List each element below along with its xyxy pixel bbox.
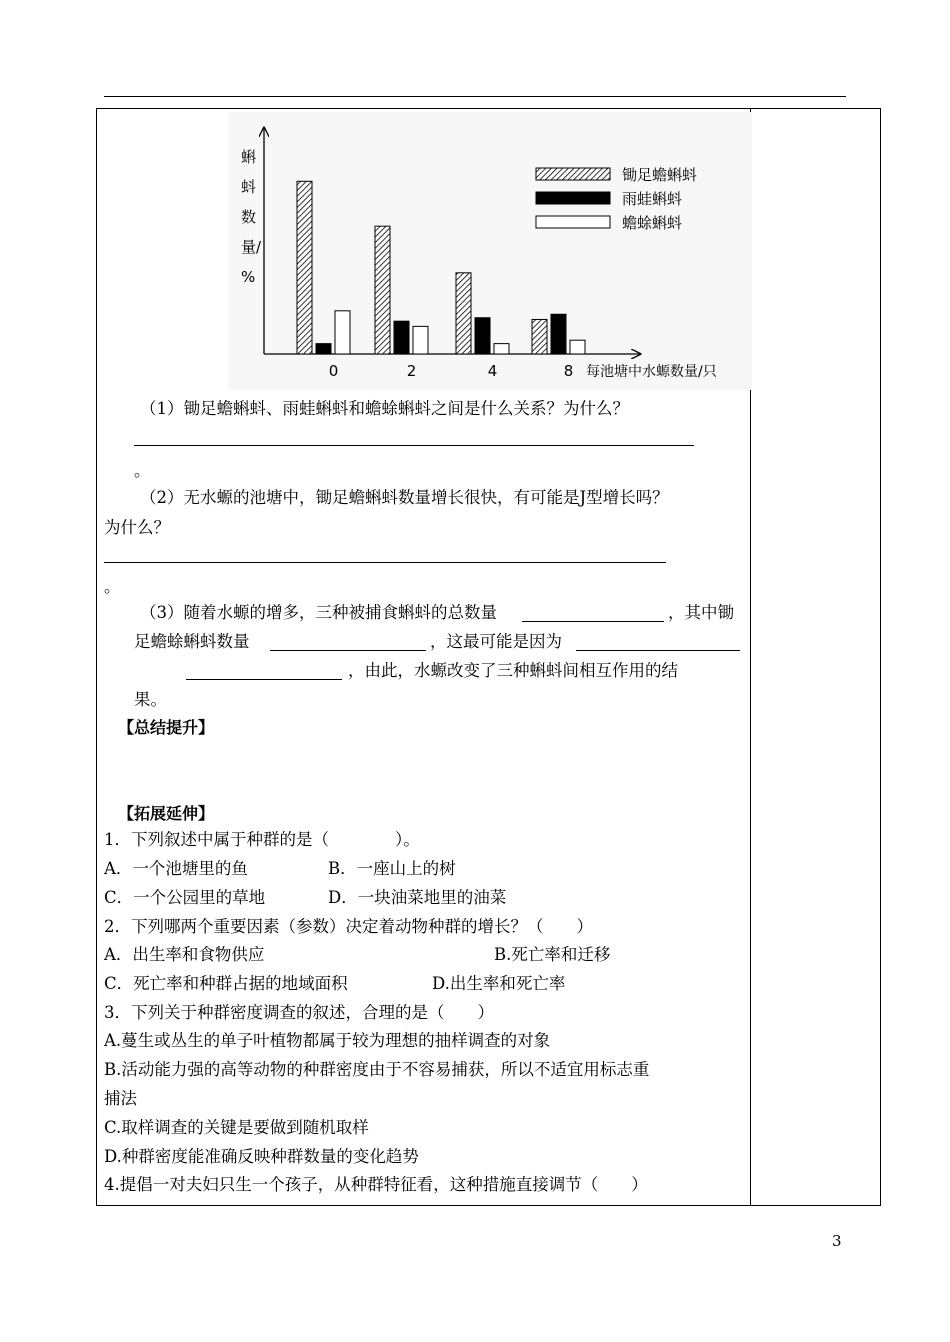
answer-blank-1[interactable] (134, 445, 694, 446)
legend-label-solid: 雨蛙蝌蚪 (622, 190, 683, 208)
y-axis-label-char: 数 (241, 208, 257, 226)
exercise-1-option-a: A．一个池塘里的鱼 (104, 859, 248, 878)
question-3-part-e: ，由此，水螈改变了三种蝌蚪间相互作用的结 (348, 661, 678, 680)
bar-open-4 (494, 344, 509, 354)
answer-blank-3b[interactable] (270, 650, 426, 651)
exercise-1-option-c: C．一个公园里的草地 (104, 888, 266, 907)
question-3-part-c: 足蟾蜍蝌蚪数量 (134, 632, 250, 651)
exercise-3-option-a: A.蔓生或丛生的单子叶植物都属于较为理想的抽样调查的对象 (104, 1031, 551, 1050)
bar-open-8 (570, 340, 585, 354)
x-tick-8: 8 (563, 362, 574, 380)
extension-heading: 【拓展延伸】 (118, 804, 215, 823)
exercise-4: 4.提倡一对夫妇只生一个孩子，从种群特征看，这种措施直接调节（ ） (104, 1175, 648, 1194)
exercise-3-option-b-line-2: 捕法 (104, 1089, 137, 1108)
question-3-part-d: ，这最可能是因为 (430, 632, 562, 651)
page-number: 3 (832, 1232, 842, 1250)
exercise-1-option-d: D．一块油菜地里的油菜 (328, 888, 507, 907)
bar-hatched-2 (375, 226, 390, 354)
exercise-2-option-d: D.出生率和死亡率 (432, 974, 566, 993)
exercise-3-option-d: D.种群密度能准确反映种群数量的变化趋势 (104, 1147, 419, 1166)
y-axis-label-char: % (241, 268, 256, 286)
exercise-2: 2．下列哪两个重要因素（参数）决定着动物种群的增长？（ ） (104, 917, 593, 936)
answer-blank-3a[interactable] (522, 621, 664, 622)
legend-swatch-hatched (536, 168, 610, 180)
question-3-part-a: （3）随着水螈的增多，三种被捕食蝌蚪的总数量 (140, 603, 497, 622)
bar-solid-0 (316, 344, 331, 354)
x-axis-label: 每池塘中水螈数量/只 (586, 364, 717, 380)
bar-solid-2 (394, 321, 409, 354)
exercise-1-option-b: B．一座山上的树 (328, 859, 456, 878)
exercise-2-option-c: C．死亡率和种群占据的地域面积 (104, 974, 348, 993)
answer-blank-3d[interactable] (186, 679, 342, 680)
exercise-2-option-b: B.死亡率和迁移 (494, 945, 611, 964)
y-axis-label-char: 蝌 (241, 148, 257, 166)
question-2-line-2: 为什么？ (104, 518, 170, 537)
exercise-1: 1．下列叙述中属于种群的是（ ）。 (104, 830, 420, 849)
bar-hatched-4 (456, 273, 471, 354)
x-tick-0: 0 (328, 362, 339, 380)
legend-swatch-solid (536, 192, 610, 204)
question-1: （1）锄足蟾蝌蚪、雨蛙蝌蚪和蟾蜍蝌蚪之间是什么关系？为什么？ (140, 399, 629, 418)
question-2-line-1: （2）无水螈的池塘中，锄足蟾蝌蚪数量增长很快，有可能是J型增长吗？ (140, 488, 669, 507)
exercise-3-option-b-line-1: B.活动能力强的高等动物的种群密度由于不容易捕获，所以不适宜用标志重 (104, 1060, 650, 1079)
bar-hatched-8 (532, 319, 547, 354)
legend-label-hatched: 锄足蟾蝌蚪 (622, 166, 698, 184)
x-tick-2: 2 (406, 362, 417, 380)
exercise-3-option-c: C.取样调查的关键是要做到随机取样 (104, 1118, 369, 1137)
question-2-end: 。 (104, 577, 121, 596)
question-1-end: 。 (134, 461, 151, 480)
exercise-2-option-a: A．出生率和食物供应 (104, 945, 265, 964)
answer-blank-2[interactable] (104, 562, 666, 563)
y-axis-label-char: 量/ (241, 238, 262, 256)
y-axis-label-char: 蚪 (241, 178, 257, 196)
question-3-part-b: ，其中锄 (668, 603, 734, 622)
bar-solid-4 (475, 318, 490, 354)
summary-heading: 【总结提升】 (118, 718, 215, 737)
bar-open-0 (335, 311, 350, 354)
tadpole-bar-chart (228, 112, 752, 390)
exercise-3: 3．下列关于种群密度调查的叙述，合理的是（ ） (104, 1003, 494, 1022)
bar-solid-8 (551, 314, 566, 354)
legend-swatch-open (536, 216, 610, 228)
header-rule (104, 96, 846, 97)
bar-open-2 (413, 326, 428, 354)
question-3-part-f: 果。 (134, 690, 167, 709)
legend-label-open: 蟾蜍蝌蚪 (622, 214, 683, 232)
answer-blank-3c[interactable] (576, 650, 740, 651)
bar-hatched-0 (297, 181, 312, 354)
x-tick-4: 4 (487, 362, 498, 380)
